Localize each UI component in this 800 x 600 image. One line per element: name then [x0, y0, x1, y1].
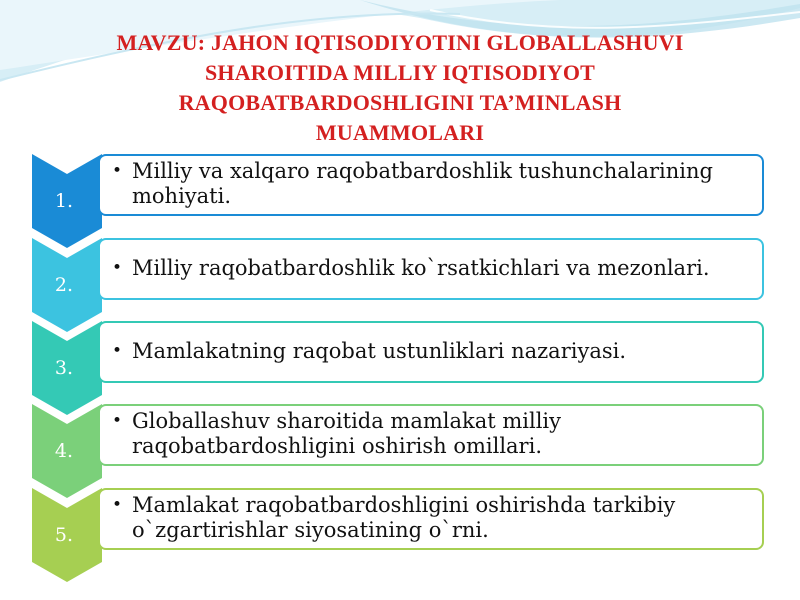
title-line-1: MAVZU: JAHON IQTISODIYOTINI GLOBALLASHUVI: [116, 30, 684, 55]
item-number: 3.: [54, 357, 74, 379]
title-line-4: MUAMMOLARI: [315, 120, 485, 145]
item-text: Globallashuv sharoitida mamlakat milliy raqobatbardoshligini oshirish omillari.: [132, 409, 562, 458]
item-text-container: [112, 159, 772, 209]
bullet-icon: •: [112, 258, 123, 278]
slide-title: [40, 28, 760, 148]
title-line-3: RAQOBATBARDOSHLIGINI TA’MINLASH: [178, 90, 622, 115]
bullet-icon: •: [112, 161, 123, 181]
item-text: Mamlakatning raqobat ustunliklari nazariyasi.: [132, 339, 627, 363]
bullet-icon: •: [112, 495, 123, 515]
title-line-2: SHAROITIDA MILLIY IQTISODIYOT: [204, 60, 596, 85]
item-number: 2.: [54, 274, 74, 296]
item-number: 5.: [54, 524, 74, 546]
item-text-container: [112, 493, 772, 543]
item-text: Milliy va xalqaro raqobatbardoshlik tushunchalarining mohiyati.: [132, 159, 713, 208]
item-text-container: [112, 256, 772, 281]
item-text: Milliy raqobatbardoshlik ko`rsatkichlari va mezonlari.: [132, 256, 710, 280]
item-text: Mamlakat raqobatbardoshligini oshirishda tarkibiy o`zgartirishlar siyosatining o`rni.: [132, 493, 676, 542]
item-number: 1.: [54, 190, 74, 212]
item-text-container: [112, 409, 772, 459]
item-text-container: [112, 339, 772, 364]
bullet-icon: •: [112, 341, 123, 361]
bullet-icon: •: [112, 411, 123, 431]
item-number: 4.: [54, 440, 74, 462]
